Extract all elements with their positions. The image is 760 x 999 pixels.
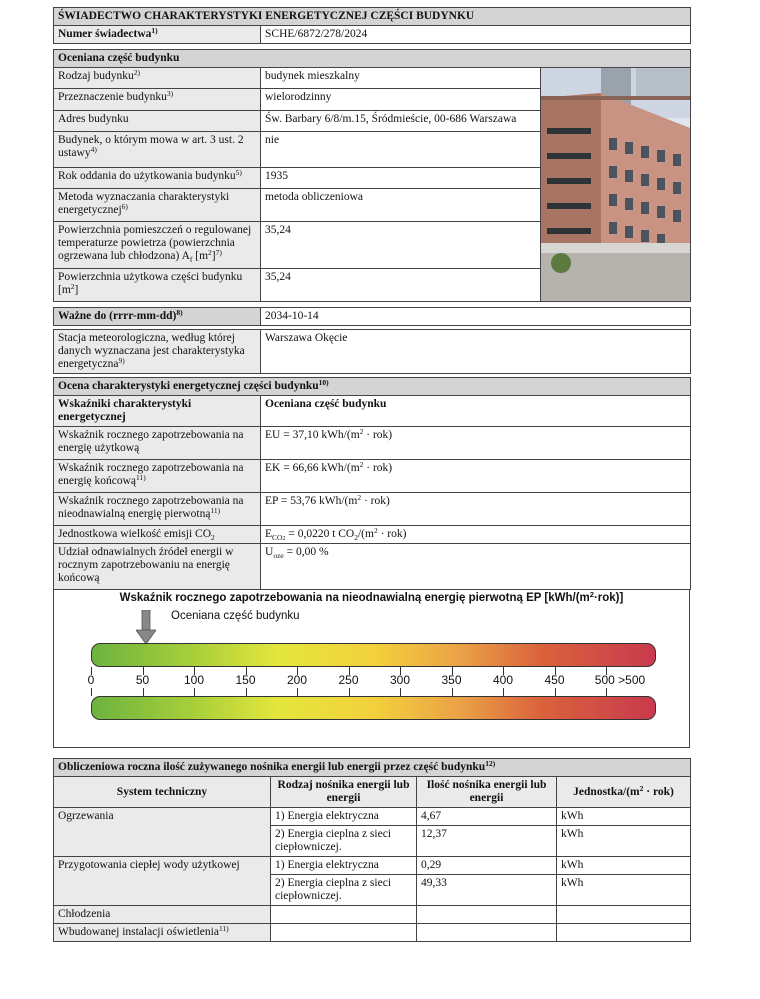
method-label: Metoda wyznaczania charakterystyki energetycznej$^{6)}$ bbox=[54, 189, 261, 222]
eu-value: EU = 37,10 kWh/$(m^2 \cdot rok)$ bbox=[261, 427, 691, 460]
building-type-value: budynek mieszkalny bbox=[261, 68, 541, 89]
ep-scale-tick bbox=[297, 688, 298, 696]
ep-marker-label: Oceniana część budynku bbox=[171, 610, 300, 622]
ep-scale-tick-label: 50 bbox=[135, 673, 150, 687]
table-row-unit: kWh bbox=[557, 826, 691, 857]
ep-label: Wskaźnik rocznego zapotrzebowania na nieodnawialną energię pierwotną$^{11)}$ bbox=[54, 493, 261, 526]
ep-scale-tick bbox=[400, 688, 401, 696]
energy-certificate bbox=[53, 7, 690, 942]
cert-number-label: Numer świadectwa$^{1)}$ bbox=[54, 26, 261, 44]
art3-value: nie bbox=[261, 132, 541, 168]
ep-scale-tick-label: 0 bbox=[87, 673, 95, 687]
table-row-carrier: 1) Energia elektryczna bbox=[271, 808, 417, 826]
art3-label: Budynek, o którym mowa w art. 3 ust. 2 ustawy$^{4)}$ bbox=[54, 132, 261, 168]
ep-scale-tick bbox=[143, 688, 144, 696]
empty-cell bbox=[417, 924, 557, 942]
empty-cell bbox=[557, 906, 691, 924]
certificate-header-table bbox=[53, 7, 691, 44]
empty-cell bbox=[271, 924, 417, 942]
usable-area-value: 35,24 bbox=[261, 269, 541, 302]
ep-scale-ticks bbox=[54, 590, 691, 748]
system-lighting: Wbudowanej instalacji oświetlenia$^{11)}$ bbox=[54, 924, 271, 942]
eu-label: Wskaźnik rocznego zapotrzebowania na energię użytkową bbox=[54, 427, 261, 460]
ep-scale-tick-label: 450 bbox=[544, 673, 565, 687]
table-row-carrier: 2) Energia cieplna z sieci ciepłowniczej. bbox=[271, 875, 417, 906]
ep-scale-tick bbox=[452, 688, 453, 696]
address-label: Adres budynku bbox=[54, 110, 261, 131]
usable-area-label: Powierzchnia użytkowa części budynku $[m^2]$ bbox=[54, 269, 261, 302]
valid-until-value: 2034-10-14 bbox=[261, 308, 691, 326]
certificate-title: ŚWIADECTWO CHARAKTERYSTYKI ENERGETYCZNEJ CZĘŚCI BUDYNKU bbox=[54, 8, 691, 26]
ek-value: EK = 66,66 kWh/$(m^2 \cdot rok)$ bbox=[261, 460, 691, 493]
cert-number-value: SCHE/6872/278/2024 bbox=[261, 26, 691, 44]
energy-carrier-table bbox=[53, 758, 691, 942]
ep-scale-tick bbox=[555, 688, 556, 696]
ep-value: EP = 53,76 kWh/$(m^2 \cdot rok)$ bbox=[261, 493, 691, 526]
ep-scale-tick-label: 300 bbox=[389, 673, 411, 687]
table-row-unit: kWh bbox=[557, 808, 691, 826]
table-row-unit: kWh bbox=[557, 857, 691, 875]
co2-label: Jednostkowa wielkość emisji $CO_2$ bbox=[54, 526, 261, 544]
oze-label: Udział odnawialnych źródeł energii w rocznym zapotrzebowaniu na energię końcową bbox=[54, 544, 261, 590]
validity-table bbox=[53, 307, 691, 326]
method-value: metoda obliczeniowa bbox=[261, 189, 541, 222]
station-label: Stacja meteorologiczna, według której danych wyznaczana jest charakterystyka energetyczna$^{9)}$ bbox=[54, 330, 261, 374]
col-system: System techniczny bbox=[54, 777, 271, 808]
col-carrier: Rodzaj nośnika energii lub energii bbox=[271, 777, 417, 808]
ep-scale-tick-label: 200 bbox=[286, 673, 308, 687]
building-section-table bbox=[53, 49, 691, 302]
oze-value: $U_{oze} = 0,00$ % bbox=[261, 544, 691, 590]
ep-scale-tick bbox=[194, 688, 195, 696]
co2-value: $E_{CO2} = 0,0220$ t $CO_2/(m^2 \cdot rok)$ bbox=[261, 526, 691, 544]
ep-scale-tick-label: 150 bbox=[235, 673, 256, 687]
ep-scale-tick-label: 250 bbox=[338, 673, 359, 687]
year-value: 1935 bbox=[261, 167, 541, 188]
table-row-amount: 49,33 bbox=[417, 875, 557, 906]
year-label: Rok oddania do użytkowania budynku$^{5)}$ bbox=[54, 167, 261, 188]
table-row-carrier: 1) Energia elektryczna bbox=[271, 857, 417, 875]
system-hot-water: Przygotowania ciepłej wody użytkowej bbox=[54, 857, 271, 906]
energy-rating-header: Ocena charakterystyki energetycznej części budynku$^{10)}$ bbox=[54, 378, 691, 396]
ep-scale-tick-label: 400 bbox=[492, 673, 514, 687]
empty-cell bbox=[557, 924, 691, 942]
ep-scale-tick bbox=[246, 688, 247, 696]
empty-cell bbox=[417, 906, 557, 924]
ep-scale-tick bbox=[606, 688, 607, 696]
col-amount: Ilość nośnika energii lub energii bbox=[417, 777, 557, 808]
indicators-col-header: Wskaźniki charakterystyki energetycznej bbox=[54, 396, 261, 427]
system-heating: Ogrzewania bbox=[54, 808, 271, 857]
table-row-amount: 0,29 bbox=[417, 857, 557, 875]
station-table bbox=[53, 329, 691, 374]
valid-until-label: Ważne do (rrrr-mm-dd)$^{8)}$ bbox=[54, 308, 261, 326]
ep-scale-tick bbox=[349, 688, 350, 696]
table-row-unit: kWh bbox=[557, 875, 691, 906]
ep-scale bbox=[53, 590, 690, 748]
ek-label: Wskaźnik rocznego zapotrzebowania na energię końcową$^{11)}$ bbox=[54, 460, 261, 493]
empty-cell bbox=[271, 906, 417, 924]
building-type-label: Rodzaj budynku$^{2)}$ bbox=[54, 68, 261, 89]
heated-area-label: Powierzchnia pomieszczeń o regulowanej temperaturze powietrza (powierzchnia ogrzewana lub chłodzona) $A_f$ $[m^2]^{7)}$ bbox=[54, 221, 261, 269]
table-row-carrier: 2) Energia cieplna z sieci ciepłowniczej. bbox=[271, 826, 417, 857]
building-purpose-value: wielorodzinny bbox=[261, 89, 541, 110]
energy-rating-table bbox=[53, 377, 691, 590]
ep-scale-tick bbox=[91, 688, 92, 696]
station-value: Warszawa Okęcie bbox=[261, 330, 691, 374]
ep-scale-tick bbox=[503, 688, 504, 696]
ep-scale-tick-label: 500 >500 bbox=[594, 673, 646, 687]
heated-area-value: 35,24 bbox=[261, 221, 541, 269]
table-row-amount: 4,67 bbox=[417, 808, 557, 826]
system-cooling: Chłodzenia bbox=[54, 906, 271, 924]
col-unit: Jednostka/$(m^2 \cdot rok)$ bbox=[557, 777, 691, 808]
building-photo-image bbox=[541, 68, 690, 301]
building-photo bbox=[541, 68, 691, 302]
building-section-header: Oceniana część budynku bbox=[54, 50, 691, 68]
energy-carrier-header: Obliczeniowa roczna ilość zużywanego nośnika energii lub energii przez część budynku$^{12)}$ bbox=[54, 759, 691, 777]
ep-scale-title: Wskaźnik rocznego zapotrzebowania na nieodnawialną energię pierwotną EP $[kWh/(m^2\cdot rok)]$ bbox=[119, 590, 624, 604]
table-row-amount: 12,37 bbox=[417, 826, 557, 857]
address-value: Św. Barbary 6/8/m.15, Śródmieście, 00-686 Warszawa bbox=[261, 110, 541, 131]
ep-scale-tick-label: 350 bbox=[441, 673, 462, 687]
assessed-part-col-header: Oceniana część budynku bbox=[261, 396, 691, 427]
ep-scale-tick-label: 100 bbox=[183, 673, 205, 687]
building-purpose-label: Przeznaczenie budynku$^{3)}$ bbox=[54, 89, 261, 110]
